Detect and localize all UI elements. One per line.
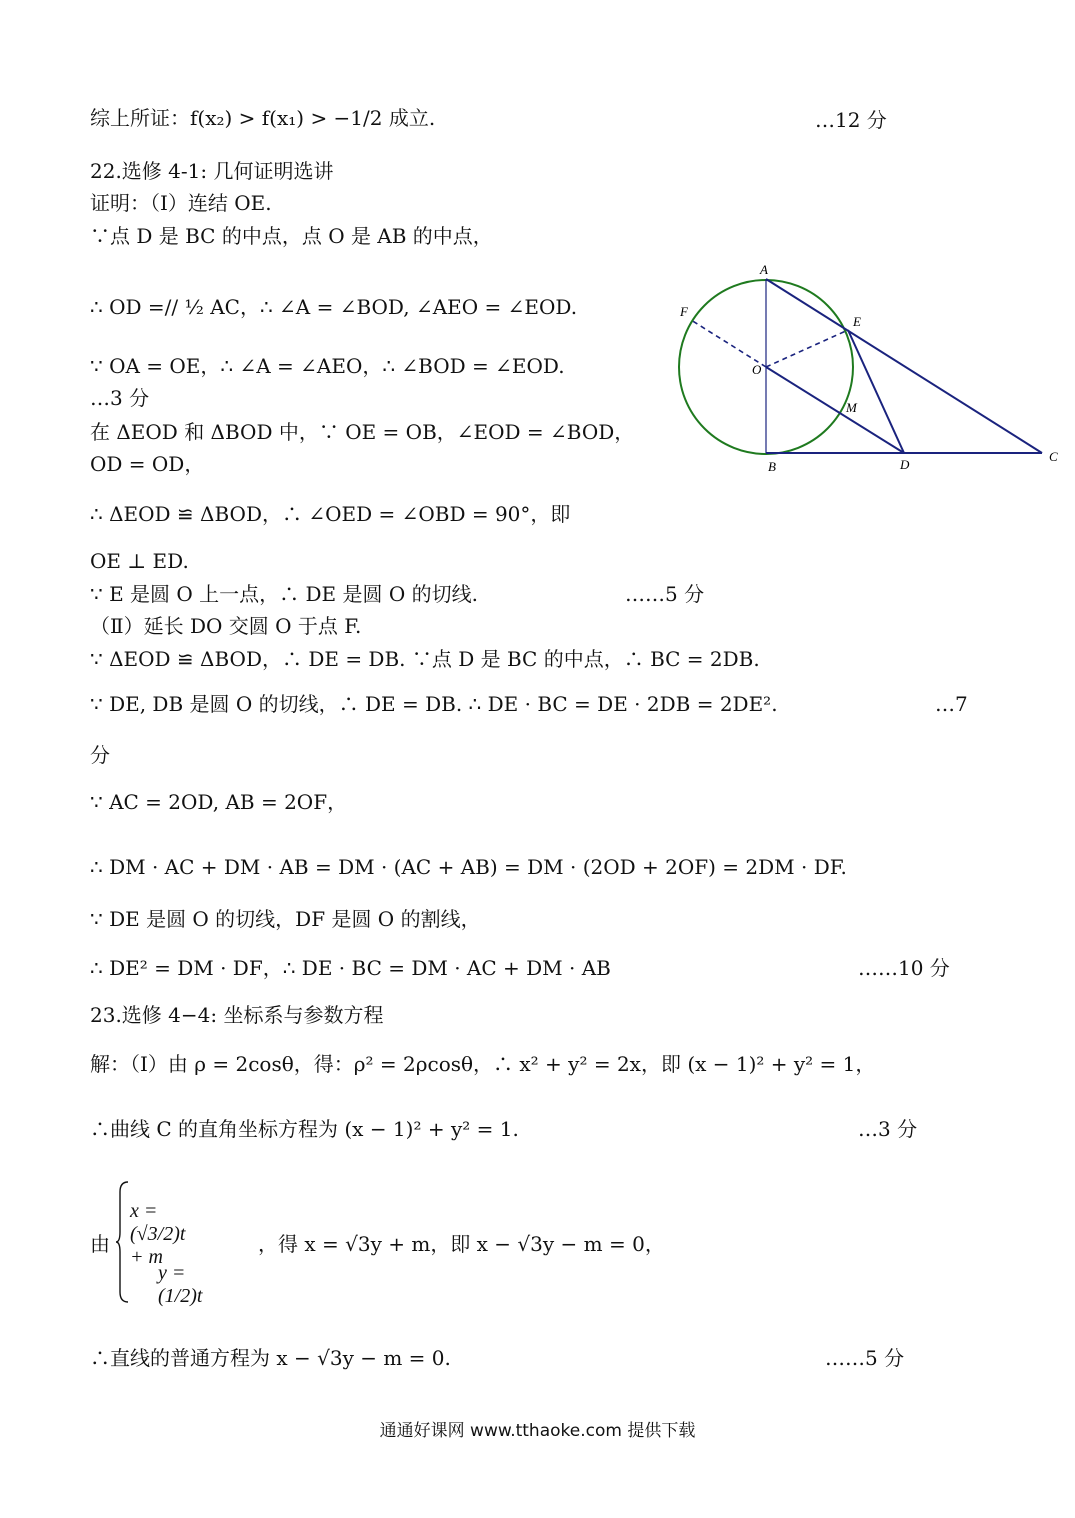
proof-line-dm: ∴ DM · AC + DM · AB = DM · (AC + AB) = DM · (2OD + 2OF) = 2DM · DF. [90, 855, 847, 879]
proof-line-perpendicular: OE ⊥ ED. [90, 549, 189, 573]
label-f: F [680, 304, 688, 319]
label-c: C [1049, 449, 1058, 464]
segment-ac [766, 279, 1042, 453]
label-d: D [900, 457, 910, 472]
conclusion-text: 综上所证：f(x₂) > f(x₁) > −1/2 成立. [90, 106, 436, 130]
proof-line-midpoints: ∵点 D 是 BC 的中点，点 O 是 AB 的中点， [90, 224, 493, 248]
proof-line-secant: ∵ DE 是圆 O 的切线，DF 是圆 O 的割线， [90, 907, 481, 931]
system-prefix: 由 [90, 1232, 110, 1256]
proof-line-tangent: ∵ E 是圆 O 上一点，∴ DE 是圆 O 的切线. [90, 582, 478, 606]
proof-line-od: OD = OD， [90, 452, 205, 476]
score-3-b: …3 分 [858, 1117, 918, 1141]
proof-line-parallel: ∴ OD =// ½ AC，∴ ∠A = ∠BOD, ∠AEO = ∠EOD. [90, 295, 578, 319]
label-e: E [853, 314, 861, 329]
score-7: …7 [935, 692, 968, 716]
proof-line-de-db: ∵ ΔEOD ≌ ΔBOD，∴ DE = DB. ∵点 D 是 BC 的中点，∴ BC = 2DB. [90, 647, 760, 671]
proof-part2-heading: （Ⅱ）延长 DO 交圆 O 于点 F. [90, 614, 362, 638]
system-eq1: x = (√3/2)t + m [130, 1200, 186, 1268]
score-10: ……10 分 [858, 956, 950, 980]
solution-line-polar: 解：（Ⅰ）由 ρ = 2cosθ，得：ρ² = 2ρcosθ，∴ x² + y² = 2x，即 (x − 1)² + y² = 1， [90, 1052, 876, 1076]
label-a: A [760, 262, 768, 277]
proof-line-triangles: 在 ΔEOD 和 ΔBOD 中，∵ OE = OB，∠EOD = ∠BOD， [90, 420, 635, 444]
proof-line-ac-ab: ∵ AC = 2OD, AB = 2OF， [90, 790, 348, 814]
score-5-a: ……5 分 [625, 582, 705, 606]
proof-line-de-bc: ∵ DE, DB 是圆 O 的切线，∴ DE = DB. ∴ DE · BC = DE · 2DB = 2DE². [90, 692, 778, 716]
proof-line-congruent: ∴ ΔEOD ≌ ΔBOD，∴ ∠OED = ∠OBD = 90°，即 [90, 502, 571, 526]
system-eq2: y = (1/2)t [158, 1262, 203, 1307]
label-o: O [752, 362, 762, 377]
section-23-heading: 23.选修 4−4: 坐标系与参数方程 [90, 1003, 384, 1027]
brace-icon [116, 1180, 130, 1305]
segment-od [766, 367, 904, 453]
solution-line-line-equation: ∴直线的普通方程为 x − √3y − m = 0. [90, 1346, 451, 1370]
proof-line-equal-angles: ∵ OA = OE，∴ ∠A = ∠AEO，∴ ∠BOD = ∠EOD. [90, 354, 565, 378]
proof-part1-heading: 证明：（Ⅰ）连结 OE. [90, 191, 272, 215]
page-footer: 通通好课网 www.tthaoke.com 提供下载 [379, 1421, 696, 1441]
solution-line-cartesian: ∴曲线 C 的直角坐标方程为 (x − 1)² + y² = 1. [90, 1117, 519, 1141]
geometry-figure [660, 258, 1070, 480]
label-b: B [768, 459, 776, 474]
score-7-unit: 分 [90, 743, 110, 767]
label-m: M [846, 400, 857, 415]
section-22-heading: 22.选修 4-1: 几何证明选讲 [90, 159, 334, 183]
conclusion-line [90, 104, 435, 132]
segment-oe-dashed [766, 330, 848, 367]
system-result: ，得 x = √3y + m，即 x − √3y − m = 0， [258, 1232, 665, 1256]
score-3-a: …3 分 [90, 386, 150, 410]
proof-line-final: ∴ DE² = DM · DF，∴ DE · BC = DM · AC + DM · AB [90, 956, 611, 980]
segment-of-dashed [691, 320, 766, 367]
score-5-b: ……5 分 [825, 1346, 905, 1370]
score-12: …12 分 [815, 108, 887, 132]
